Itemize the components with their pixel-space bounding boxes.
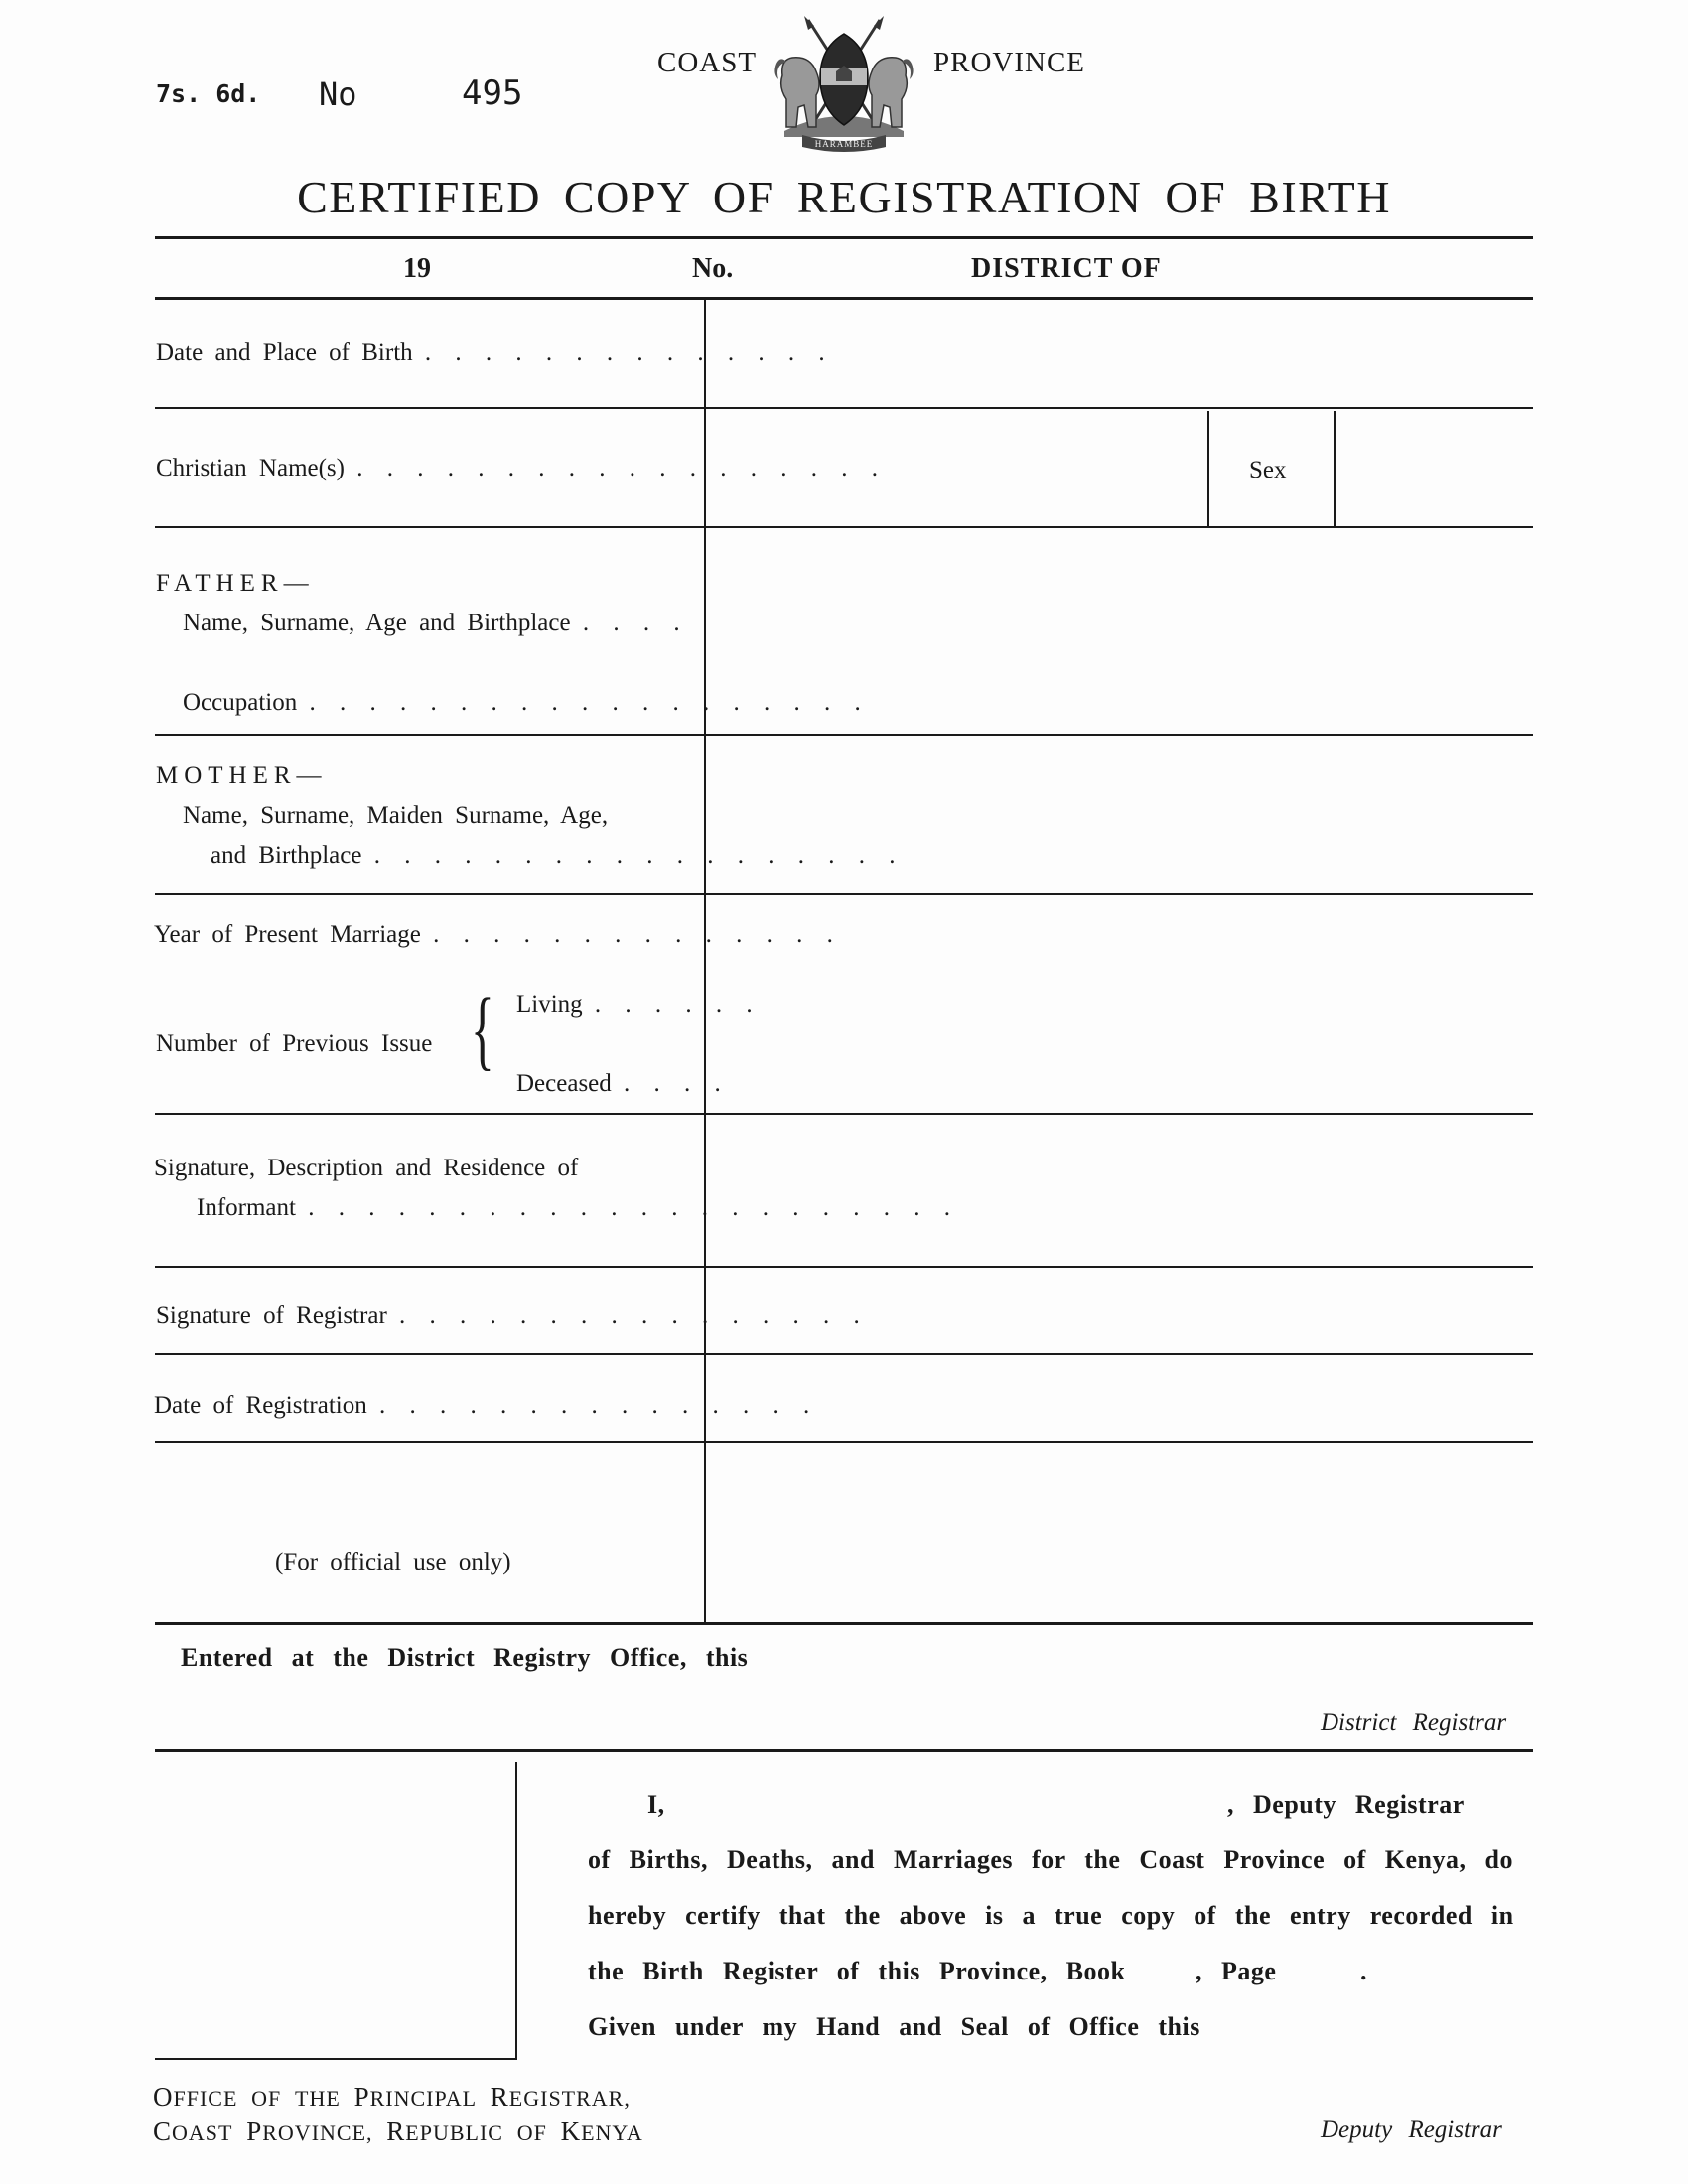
brace-icon: { xyxy=(471,981,494,1079)
district-registrar-signatory: District Registrar xyxy=(1321,1709,1507,1736)
address-initial: R xyxy=(490,2082,509,2112)
office-address-line-1 xyxy=(153,2082,631,2113)
sex-label: Sex xyxy=(1249,457,1287,483)
official-use-label: (For official use only) xyxy=(275,1549,511,1575)
address-word xyxy=(153,2116,232,2146)
mother-birthplace-label: and Birthplace . . . . . . . . . . . . . . . . . . xyxy=(211,842,902,869)
address-rest: RINCIPAL xyxy=(369,2086,478,2111)
row-divider xyxy=(155,526,1533,528)
row-divider xyxy=(155,893,1533,895)
mother-name-label: Name, Surname, Maiden Surname, Age, xyxy=(183,802,609,829)
subheader-rule xyxy=(155,297,1533,300)
document-title: CERTIFIED COPY OF REGISTRATION OF BIRTH xyxy=(297,172,1391,222)
address-rest: EGISTRAR, xyxy=(508,2086,631,2111)
living-label: Living . . . . . . xyxy=(516,991,759,1018)
address-rest: ENYA xyxy=(581,2120,643,2145)
address-initial: C xyxy=(153,2116,173,2146)
address-rest: FFICE xyxy=(173,2086,238,2111)
address-word xyxy=(295,2082,341,2112)
address-initial: R xyxy=(386,2116,406,2146)
district-label: DISTRICT OF xyxy=(971,253,1162,284)
serial-number: 495 xyxy=(462,73,523,113)
certificate-line-5: Given under my Hand and Seal of Office this xyxy=(588,2012,1200,2041)
date-place-of-birth-label: Date and Place of Birth . . . . . . . . . . . . . . xyxy=(156,340,831,366)
serial-no-label: No xyxy=(319,75,357,113)
address-word xyxy=(354,2082,477,2112)
province-label: PROVINCE xyxy=(933,47,1086,78)
address-word xyxy=(251,2082,281,2112)
address-rest: OF xyxy=(251,2086,282,2111)
row-divider xyxy=(155,1266,1533,1268)
entry-number-label: No. xyxy=(692,253,734,284)
previous-issue-label: Number of Previous Issue xyxy=(156,1030,433,1057)
certificate-line-2: of Births, Deaths, and Marriages for the Coast Province of Kenya, do xyxy=(588,1845,1513,1874)
certificate-line-3: hereby certify that the above is a true copy of the entry recorded in xyxy=(588,1901,1514,1930)
address-word xyxy=(561,2116,643,2146)
address-word xyxy=(246,2116,372,2146)
informant-continued-label: Informant . . . . . . . . . . . . . . . . . . . . . . xyxy=(197,1194,956,1221)
table-column-divider xyxy=(704,299,706,1622)
address-rest: OAST xyxy=(172,2120,233,2145)
address-word xyxy=(153,2082,237,2112)
row-divider xyxy=(155,734,1533,736)
address-initial: P xyxy=(246,2116,263,2146)
page-label: , Page xyxy=(1196,1957,1277,1985)
row-divider xyxy=(155,1353,1533,1355)
deceased-label: Deceased . . . . xyxy=(516,1070,727,1097)
seal-box-bottom-border xyxy=(155,2058,517,2060)
address-rest: THE xyxy=(295,2086,341,2111)
address-initial: O xyxy=(153,2082,174,2112)
father-name-label: Name, Surname, Age and Birthplace . . . . xyxy=(183,610,686,636)
kenya-coat-of-arms-icon xyxy=(765,14,923,153)
deputy-registrar-title: , Deputy Registrar xyxy=(1227,1790,1465,1819)
father-heading: FATHER— xyxy=(156,570,315,597)
mother-heading: MOTHER— xyxy=(156,762,328,789)
title-rule xyxy=(155,236,1533,239)
row-divider xyxy=(155,1113,1533,1115)
certificate-i-text: I, xyxy=(647,1790,665,1819)
year-label: 19 xyxy=(403,253,431,284)
address-word xyxy=(491,2082,631,2112)
fee-label: 7s. 6d. xyxy=(156,79,261,108)
motto-ribbon-text: HARAMBEE xyxy=(814,139,874,149)
certificate-line-4: the Birth Register of this Province, Book xyxy=(588,1957,1126,1985)
certificate-top-rule xyxy=(155,1749,1533,1752)
deputy-registrar-signatory: Deputy Registrar xyxy=(1321,2116,1502,2143)
address-initial: P xyxy=(353,2082,370,2112)
row-divider xyxy=(155,407,1533,409)
informant-label: Signature, Description and Residence of xyxy=(154,1155,579,1181)
address-word xyxy=(386,2116,503,2146)
coast-label: COAST xyxy=(657,47,758,78)
row-divider xyxy=(155,1441,1533,1443)
year-of-marriage-label: Year of Present Marriage . . . . . . . . . . . . . . xyxy=(154,921,839,948)
seal-box-right-border xyxy=(515,1762,517,2060)
address-word xyxy=(517,2116,547,2146)
address-rest: OF xyxy=(516,2120,547,2145)
sex-divider-right xyxy=(1334,411,1336,526)
sex-divider-left xyxy=(1207,411,1209,526)
table-bottom-rule xyxy=(155,1622,1533,1625)
christian-names-label: Christian Name(s) . . . . . . . . . . . . . . . . . . xyxy=(156,455,884,481)
address-initial: K xyxy=(560,2116,582,2146)
entered-at-registry-text: Entered at the District Registry Office, this xyxy=(181,1643,749,1672)
signature-of-registrar-label: Signature of Registrar . . . . . . . . . . . . . . . . xyxy=(156,1302,866,1329)
line-4-end-period: . xyxy=(1360,1957,1367,1985)
address-rest: EPUBLIC xyxy=(405,2120,503,2145)
address-rest: ROVINCE, xyxy=(262,2120,373,2145)
father-occupation-label: Occupation . . . . . . . . . . . . . . . . . . . xyxy=(183,689,867,716)
office-address-line-2 xyxy=(153,2116,643,2147)
date-of-registration-label: Date of Registration . . . . . . . . . . . . . . . xyxy=(154,1392,816,1419)
